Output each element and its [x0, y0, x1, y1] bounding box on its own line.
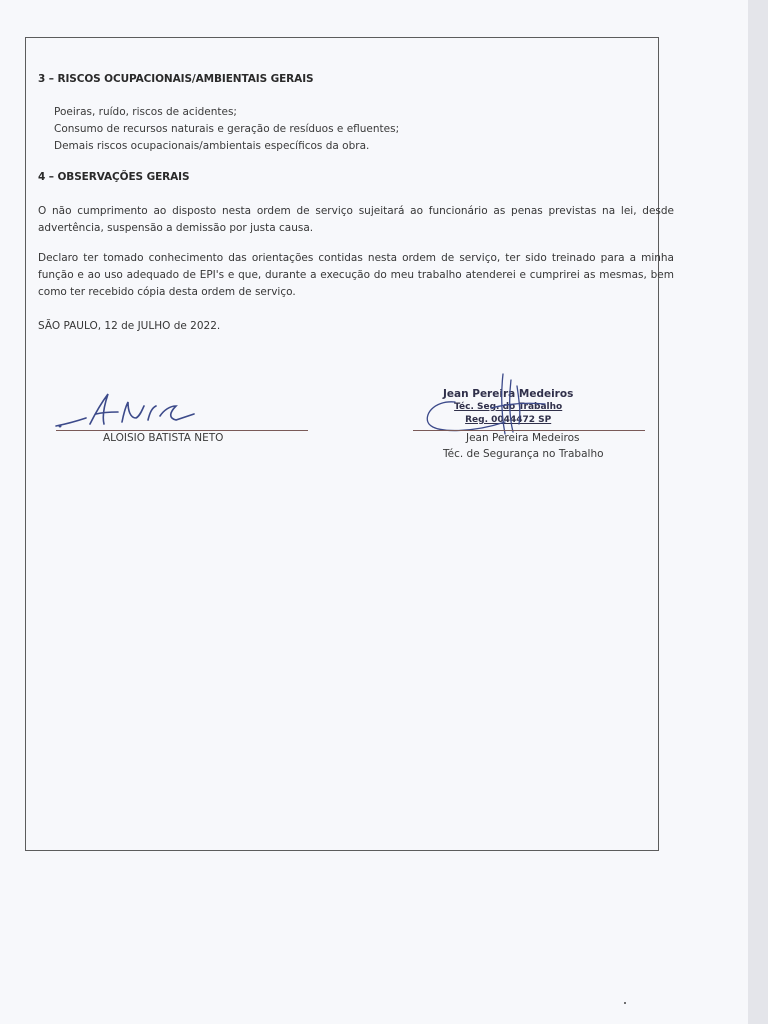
signature-line-right — [413, 430, 645, 431]
signature-line-left — [56, 430, 308, 431]
place-and-date: SÃO PAULO, 12 de JULHO de 2022. — [38, 320, 221, 332]
technician-name: Jean Pereira Medeiros — [466, 432, 580, 444]
page-edge — [748, 0, 768, 1024]
list-item: Consumo de recursos naturais e geração de resíduos e efluentes; — [54, 123, 400, 135]
stamp-title: Téc. Seg. do Trabalho — [454, 402, 563, 412]
employee-name: ALOISIO BATISTA NETO — [103, 432, 224, 444]
section-4-title: 4 – OBSERVAÇÕES GERAIS — [38, 171, 190, 183]
scan-speck — [624, 1002, 626, 1004]
list-item: Poeiras, ruído, riscos de acidentes; — [54, 106, 237, 118]
stamp-name: Jean Pereira Medeiros — [443, 388, 574, 400]
risk-list — [54, 104, 399, 155]
section-3-title: 3 – RISCOS OCUPACIONAIS/AMBIENTAIS GERAIS — [38, 73, 314, 85]
technician-title: Téc. de Segurança no Trabalho — [443, 448, 604, 460]
declaration-paragraph: Declaro ter tomado conhecimento das orientações contidas nesta ordem de serviço, ter sido treinado para a minha função e ao uso adequado de EPI's e que, durante a execução do meu trabalho atenderei e cumprirei as mesmas, bem como ter recebido cópia desta ordem de serviço. — [38, 252, 674, 298]
document-border — [25, 37, 659, 851]
list-item: Demais riscos ocupacionais/ambientais específicos da obra. — [54, 140, 370, 152]
stamp-registration: Reg. 0044472 SP — [465, 415, 552, 425]
observation-paragraph-1: O não cumprimento ao disposto nesta ordem de serviço sujeitará ao funcionário as penas previstas na lei, desde advertência, suspensão a demissão por justa causa. — [38, 205, 674, 234]
